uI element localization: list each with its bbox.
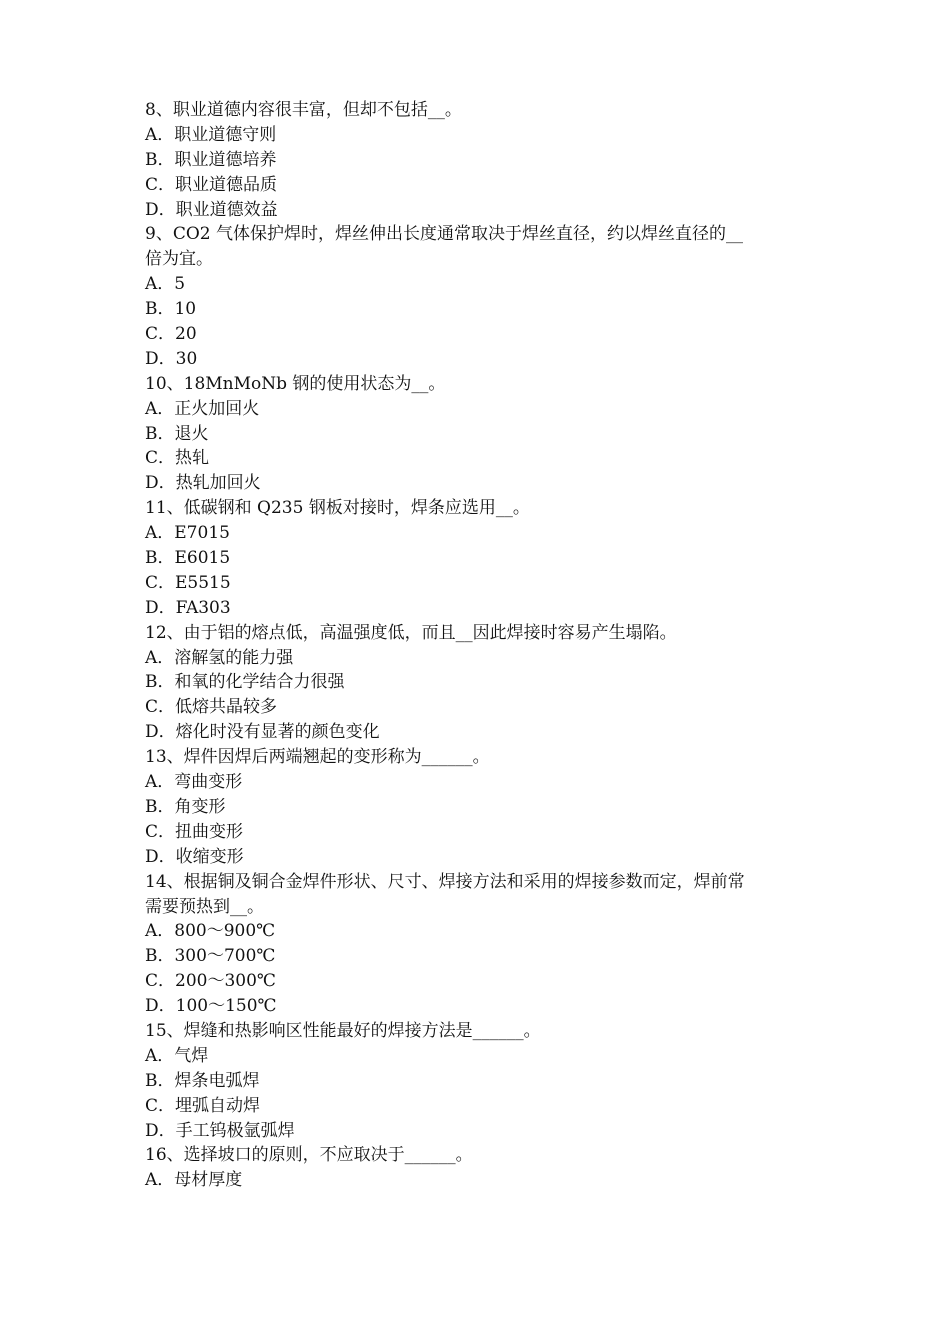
option-a: A．正火加回火 — [145, 398, 260, 419]
question-stem: 16、选择坡口的原则，不应取决于______。 — [145, 1145, 473, 1166]
question-16 — [145, 1143, 825, 1193]
option-c: C．扭曲变形 — [145, 821, 244, 842]
option-c: C．200～300℃ — [145, 971, 276, 992]
question-11 — [145, 496, 825, 620]
question-13 — [145, 745, 825, 869]
option-b: B．300～700℃ — [145, 946, 276, 967]
option-a: A．职业道德守则 — [145, 124, 277, 145]
option-a: A．母材厚度 — [145, 1170, 243, 1191]
question-15 — [145, 1019, 825, 1143]
option-a: A．弯曲变形 — [145, 772, 243, 793]
question-10 — [145, 372, 825, 496]
question-stem-continued: 倍为宜。 — [145, 249, 213, 270]
option-d: D．热轧加回火 — [145, 473, 261, 494]
option-b: B．10 — [145, 299, 197, 320]
option-b: B．E6015 — [145, 548, 231, 569]
question-stem: 15、焊缝和热影响区性能最好的焊接方法是______。 — [145, 1020, 541, 1041]
question-stem: 11、低碳钢和 Q235 钢板对接时，焊条应选用__。 — [145, 498, 530, 519]
question-9 — [145, 222, 825, 371]
option-a: A．溶解氢的能力强 — [145, 647, 294, 668]
option-b: B．退火 — [145, 423, 209, 444]
option-a: A．800～900℃ — [145, 921, 276, 942]
question-stem-continued: 需要预热到__。 — [145, 896, 264, 917]
option-a: A．E7015 — [145, 523, 230, 544]
option-d: D．职业道德效益 — [145, 199, 278, 220]
option-c: C．低熔共晶较多 — [145, 697, 278, 718]
question-stem: 14、根据铜及铜合金焊件形状、尺寸、焊接方法和采用的焊接参数而定，焊前常 — [145, 871, 745, 892]
question-stem: 8、职业道德内容很丰富，但却不包括__。 — [145, 100, 462, 120]
option-d: D．100～150℃ — [145, 996, 277, 1017]
option-a: A．5 — [145, 274, 186, 295]
option-d: D．手工钨极氩弧焊 — [145, 1120, 295, 1141]
option-b: B．职业道德培养 — [145, 149, 277, 170]
question-8 — [145, 98, 825, 222]
option-c: C．20 — [145, 324, 197, 345]
option-a: A．气焊 — [145, 1045, 209, 1066]
question-stem: 13、焊件因焊后两端翘起的变形称为______。 — [145, 747, 490, 768]
question-14 — [145, 870, 825, 1019]
question-stem: 12、由于铝的熔点低，高温强度低，而且__因此焊接时容易产生塌陷。 — [145, 622, 677, 643]
option-d: D．收缩变形 — [145, 846, 244, 867]
option-b: B．和氧的化学结合力很强 — [145, 672, 345, 693]
option-d: D．FA303 — [145, 597, 231, 618]
document-page — [145, 98, 825, 1193]
question-stem: 10、18MnMoNb 钢的使用状态为__。 — [145, 373, 446, 394]
option-b: B．焊条电弧焊 — [145, 1070, 260, 1091]
option-d: D．30 — [145, 348, 198, 369]
option-b: B．角变形 — [145, 796, 226, 817]
question-12 — [145, 621, 825, 745]
option-c: C．职业道德品质 — [145, 174, 278, 195]
option-c: C．埋弧自动焊 — [145, 1095, 261, 1116]
question-stem: 9、CO2 气体保护焊时，焊丝伸出长度通常取决于焊丝直径，约以焊丝直径的__ — [145, 224, 743, 245]
option-c: C．热轧 — [145, 448, 210, 469]
option-d: D．熔化时没有显著的颜色变化 — [145, 722, 380, 743]
option-c: C．E5515 — [145, 572, 231, 593]
